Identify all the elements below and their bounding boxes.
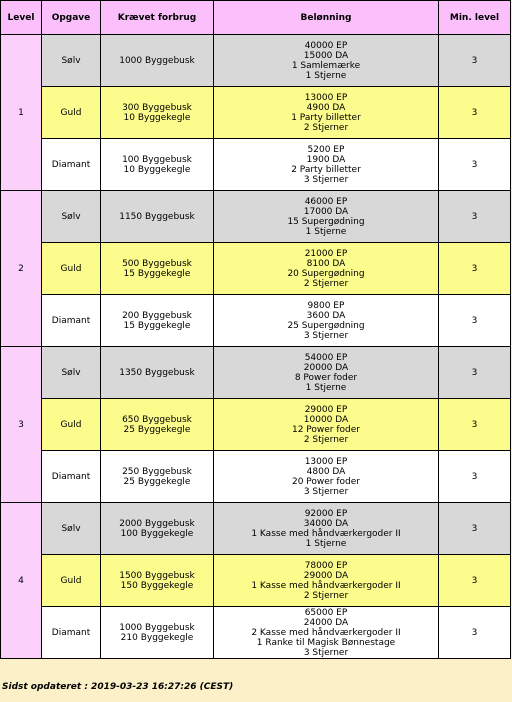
requirement-line: 1000 Byggebusk	[119, 55, 195, 66]
reward-line: 20000 DA	[303, 362, 349, 373]
reward-line: 65000 EP	[304, 607, 348, 618]
requirement-cell	[101, 243, 214, 295]
table-row	[1, 607, 511, 659]
reward-line: 2 Kasse med håndværkergoder II	[251, 627, 401, 638]
reward-line: 1 Stjerne	[305, 70, 347, 81]
reward-line: 21000 EP	[304, 248, 348, 259]
reward-line: 29000 EP	[304, 404, 348, 415]
reward-line: 2 Stjerner	[303, 278, 349, 289]
table-row	[1, 191, 511, 243]
task-tier-cell: Sølv	[42, 503, 101, 555]
reward-line: 9800 EP	[307, 300, 345, 311]
reward-line: 8 Power foder	[294, 372, 358, 383]
requirement-line: 15 Byggekegle	[123, 268, 191, 279]
reward-cell	[214, 555, 439, 607]
table-row	[1, 139, 511, 191]
min-level-cell: 3	[439, 451, 511, 503]
requirement-cell	[101, 451, 214, 503]
table-row	[1, 35, 511, 87]
reward-line: 1 Kasse med håndværkergoder II	[251, 528, 401, 539]
column-header-task: Opgave	[42, 1, 101, 35]
reward-cell	[214, 191, 439, 243]
level-cell: 3	[1, 347, 42, 503]
reward-line: 78000 EP	[304, 560, 348, 571]
table-row	[1, 399, 511, 451]
reward-cell	[214, 243, 439, 295]
min-level-cell: 3	[439, 87, 511, 139]
reward-line: 29000 DA	[303, 570, 349, 581]
reward-line: 3600 DA	[306, 310, 346, 321]
requirement-line: 100 Byggekegle	[120, 528, 194, 539]
requirement-cell	[101, 139, 214, 191]
reward-line: 13000 EP	[304, 92, 348, 103]
reward-line: 40000 EP	[304, 40, 348, 51]
requirement-cell	[101, 347, 214, 399]
requirement-cell	[101, 555, 214, 607]
reward-line: 20 Power foder	[291, 476, 360, 487]
column-header-level: Level	[1, 1, 42, 35]
task-tier-cell: Diamant	[42, 295, 101, 347]
reward-line: 5200 EP	[307, 144, 345, 155]
reward-line: 54000 EP	[304, 352, 348, 363]
requirement-line: 650 Byggebusk	[122, 414, 192, 425]
task-tier-cell: Guld	[42, 243, 101, 295]
last-updated-footer: Sidst opdateret : 2019-03-23 16:27:26 (CEST)	[2, 682, 234, 692]
requirement-line: 25 Byggekegle	[123, 476, 191, 487]
task-tier-cell: Diamant	[42, 607, 101, 659]
task-tier-cell: Sølv	[42, 347, 101, 399]
task-tier-cell: Diamant	[42, 451, 101, 503]
reward-line: 1 Party billetter	[291, 112, 361, 123]
reward-line: 4800 DA	[306, 466, 346, 477]
reward-line: 13000 EP	[304, 456, 348, 467]
reward-line: 1 Stjerne	[305, 226, 347, 237]
task-tier-cell: Guld	[42, 87, 101, 139]
reward-line: 25 Supergødning	[287, 320, 365, 331]
requirement-line: 500 Byggebusk	[122, 258, 192, 269]
reward-cell	[214, 607, 439, 659]
requirement-line: 1500 Byggebusk	[119, 570, 195, 581]
reward-line: 1 Stjerne	[305, 538, 347, 549]
task-tier-cell: Sølv	[42, 35, 101, 87]
reward-cell	[214, 503, 439, 555]
min-level-cell: 3	[439, 139, 511, 191]
requirement-line: 2000 Byggebusk	[119, 518, 195, 529]
requirement-cell	[101, 87, 214, 139]
requirement-line: 1350 Byggebusk	[119, 367, 195, 378]
quest-table-body	[1, 35, 511, 659]
requirement-line: 300 Byggebusk	[122, 102, 192, 113]
task-tier-cell: Guld	[42, 399, 101, 451]
reward-line: 12 Power foder	[291, 424, 360, 435]
min-level-cell: 3	[439, 35, 511, 87]
requirement-line: 200 Byggebusk	[122, 310, 192, 321]
column-header-requirement: Krævet forbrug	[101, 1, 214, 35]
table-row	[1, 503, 511, 555]
reward-line: 2 Stjerner	[303, 590, 349, 601]
requirement-line: 250 Byggebusk	[122, 466, 192, 477]
requirement-cell	[101, 503, 214, 555]
reward-line: 17000 DA	[303, 206, 349, 217]
reward-cell	[214, 347, 439, 399]
task-tier-cell: Guld	[42, 555, 101, 607]
reward-line: 2 Party billetter	[291, 164, 361, 175]
min-level-cell: 3	[439, 399, 511, 451]
level-cell: 2	[1, 191, 42, 347]
reward-cell	[214, 295, 439, 347]
requirement-line: 1000 Byggebusk	[119, 622, 195, 633]
min-level-cell: 3	[439, 347, 511, 399]
column-header-min-level: Min. level	[439, 1, 511, 35]
table-row	[1, 555, 511, 607]
reward-line: 1 Stjerne	[305, 382, 347, 393]
requirement-line: 210 Byggekegle	[120, 632, 194, 643]
reward-cell	[214, 35, 439, 87]
reward-line: 3 Stjerner	[303, 174, 349, 185]
requirement-line: 10 Byggekegle	[123, 112, 191, 123]
reward-cell	[214, 139, 439, 191]
table-row	[1, 243, 511, 295]
min-level-cell: 3	[439, 607, 511, 659]
min-level-cell: 3	[439, 243, 511, 295]
requirement-line: 10 Byggekegle	[123, 164, 191, 175]
min-level-cell: 3	[439, 295, 511, 347]
requirement-cell	[101, 399, 214, 451]
table-row	[1, 87, 511, 139]
requirement-line: 1150 Byggebusk	[119, 211, 195, 222]
requirement-cell	[101, 295, 214, 347]
reward-line: 2 Stjerner	[303, 434, 349, 445]
requirement-cell	[101, 35, 214, 87]
reward-line: 20 Supergødning	[287, 268, 365, 279]
reward-line: 92000 EP	[304, 508, 348, 519]
reward-cell	[214, 399, 439, 451]
reward-line: 15 Supergødning	[287, 216, 365, 227]
reward-line: 1 Samlemærke	[291, 60, 361, 71]
reward-line: 3 Stjerner	[303, 486, 349, 497]
reward-line: 46000 EP	[304, 196, 348, 207]
table-row	[1, 295, 511, 347]
reward-line: 15000 DA	[303, 50, 349, 61]
requirement-line: 15 Byggekegle	[123, 320, 191, 331]
reward-line: 3 Stjerner	[303, 647, 349, 658]
reward-line: 8100 DA	[306, 258, 346, 269]
table-row	[1, 347, 511, 399]
reward-cell	[214, 87, 439, 139]
reward-line: 1 Kasse med håndværkergoder II	[251, 580, 401, 591]
level-cell: 1	[1, 35, 42, 191]
task-tier-cell: Diamant	[42, 139, 101, 191]
reward-line: 34000 DA	[303, 518, 349, 529]
requirement-cell	[101, 191, 214, 243]
min-level-cell: 3	[439, 191, 511, 243]
table-row	[1, 451, 511, 503]
requirement-line: 100 Byggebusk	[122, 154, 192, 165]
requirement-line: 25 Byggekegle	[123, 424, 191, 435]
reward-line: 3 Stjerner	[303, 330, 349, 341]
requirement-cell	[101, 607, 214, 659]
reward-line: 1 Ranke til Magisk Bønnestage	[256, 637, 396, 648]
min-level-cell: 3	[439, 503, 511, 555]
level-cell: 4	[1, 503, 42, 659]
reward-cell	[214, 451, 439, 503]
reward-line: 1900 DA	[306, 154, 346, 165]
min-level-cell: 3	[439, 555, 511, 607]
requirement-line: 150 Byggekegle	[120, 580, 194, 591]
header-row	[1, 1, 511, 35]
column-header-reward: Belønning	[214, 1, 439, 35]
reward-line: 10000 DA	[303, 414, 349, 425]
reward-line: 24000 DA	[303, 617, 349, 628]
reward-line: 2 Stjerner	[303, 122, 349, 133]
task-tier-cell: Sølv	[42, 191, 101, 243]
reward-line: 4900 DA	[306, 102, 346, 113]
